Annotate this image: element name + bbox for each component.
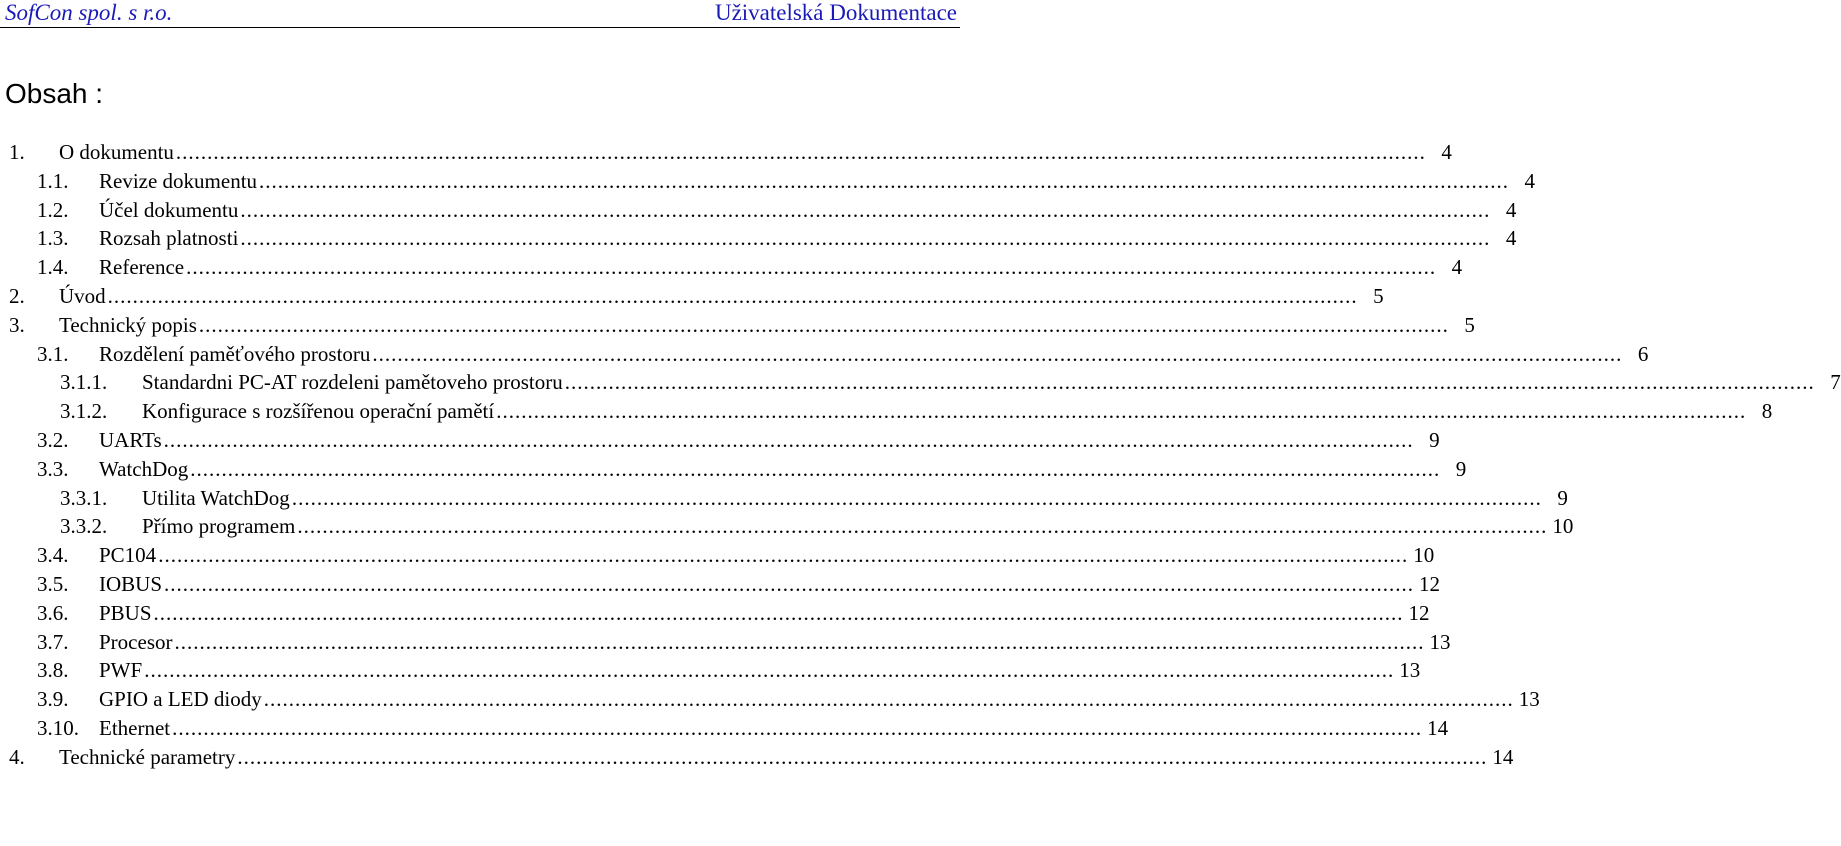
toc-entry[interactable]	[60, 397, 1773, 425]
toc-dot-leader: ........................................................................................................................................................................................................	[496, 399, 1747, 423]
toc-entry[interactable]	[37, 541, 1435, 569]
toc-dot-leader: ........................................................................................................................................................................................................	[107, 284, 1358, 308]
toc-dot-leader: ........................................................................................................................................................................................................	[158, 543, 1409, 567]
toc-entry[interactable]	[37, 599, 1430, 627]
toc-entry-title: Ethernet	[99, 716, 171, 740]
toc-dot-leader: ........................................................................................................................................................................................................	[263, 687, 1514, 711]
toc-entry[interactable]	[9, 311, 1475, 339]
toc-entry-number: 3.	[9, 313, 25, 337]
toc-entry-number: 3.1.1.	[60, 370, 108, 394]
toc-entry-page: 4	[1524, 169, 1536, 193]
toc-entry-page: 8	[1761, 399, 1773, 423]
toc-dot-leader: ........................................................................................................................................................................................................	[175, 140, 1426, 164]
toc-entry[interactable]	[9, 743, 1514, 771]
toc-entry-number: 1.4.	[37, 255, 69, 279]
toc-entry-page: 13	[1518, 687, 1540, 711]
document-title: Uživatelská Dokumentace	[714, 0, 957, 25]
toc-entry-number: 3.3.	[37, 457, 69, 481]
toc-entry-number: 3.7.	[37, 630, 69, 654]
toc-entry-page: 4	[1505, 226, 1517, 250]
toc-entry[interactable]	[37, 656, 1421, 684]
toc-entry[interactable]	[9, 282, 1384, 310]
toc-entry-page: 4	[1505, 198, 1517, 222]
toc-entry[interactable]	[37, 426, 1440, 454]
toc-entry-number: 3.4.	[37, 543, 69, 567]
toc-dot-leader: ........................................................................................................................................................................................................	[186, 255, 1437, 279]
toc-entry-page: 14	[1427, 716, 1449, 740]
toc-entry-number: 3.5.	[37, 572, 69, 596]
toc-entry-title: IOBUS	[99, 572, 163, 596]
toc-entry[interactable]	[37, 224, 1517, 252]
toc-entry-title: PBUS	[99, 601, 152, 625]
toc-entry-number: 3.3.2.	[60, 514, 108, 538]
toc-entry-title: Technický popis	[59, 313, 197, 337]
toc-entry-title: Účel dokumentu	[99, 198, 239, 222]
toc-entry-page: 13	[1429, 630, 1451, 654]
toc-dot-leader: ........................................................................................................................................................................................................	[297, 514, 1548, 538]
toc-entry-page: 9	[1429, 428, 1440, 452]
toc-entry[interactable]	[37, 167, 1536, 195]
toc-entry[interactable]	[37, 570, 1441, 598]
toc-entry-title: O dokumentu	[59, 140, 174, 164]
toc-entry-page: 7	[1830, 370, 1841, 394]
toc-entry-number: 3.3.1.	[60, 486, 108, 510]
toc-entry-number: 3.2.	[37, 428, 69, 452]
toc-entry-number: 3.8.	[37, 658, 69, 682]
toc-entry-page: 9	[1455, 457, 1467, 481]
toc-entry-page: 10	[1413, 543, 1435, 567]
toc-dot-leader: ........................................................................................................................................................................................................	[190, 457, 1441, 481]
toc-entry-number: 2.	[9, 284, 25, 308]
toc-entry-title: Technické parametry	[59, 745, 236, 769]
toc-dot-leader: ........................................................................................................................................................................................................	[198, 313, 1449, 337]
toc-entry-title: GPIO a LED diody	[99, 687, 262, 711]
toc-entry-page: 12	[1408, 601, 1430, 625]
toc-dot-leader: ........................................................................................................................................................................................................	[164, 572, 1415, 596]
toc-entry[interactable]	[37, 685, 1540, 713]
toc-entry-number: 1.	[9, 140, 25, 164]
toc-entry[interactable]	[37, 455, 1467, 483]
toc-entry[interactable]	[37, 714, 1449, 742]
toc-entry-page: 14	[1492, 745, 1514, 769]
toc-entry-number: 4.	[9, 745, 25, 769]
toc-entry-title: Rozdělení paměťového prostoru	[99, 342, 371, 366]
toc-entry-page: 10	[1552, 514, 1574, 538]
toc-entry-page: 12	[1419, 572, 1441, 596]
toc-entry-title: Rozsah platnosti	[99, 226, 239, 250]
toc-entry-page: 9	[1557, 486, 1568, 510]
toc-entry[interactable]	[37, 196, 1517, 224]
toc-entry-number: 3.1.2.	[60, 399, 108, 423]
toc-entry-title: Revize dokumentu	[99, 169, 258, 193]
toc-dot-leader: ........................................................................................................................................................................................................	[372, 342, 1623, 366]
toc-entry-page: 4	[1441, 140, 1452, 164]
toc-heading: Obsah :	[5, 78, 104, 109]
toc-entry[interactable]	[60, 368, 1841, 396]
toc-entry[interactable]	[60, 512, 1574, 540]
toc-dot-leader: ........................................................................................................................................................................................................	[174, 630, 1425, 654]
toc-entry-page: 4	[1451, 255, 1463, 279]
toc-entry-number: 3.9.	[37, 687, 69, 711]
toc-entry-number: 3.10.	[37, 716, 79, 740]
company-name: SofCon spol. s r.o.	[5, 0, 173, 25]
toc-entry-title: Reference	[99, 255, 185, 279]
toc-entry-title: PC104	[99, 543, 157, 567]
header-divider	[0, 27, 960, 28]
toc-entry-number: 3.6.	[37, 601, 69, 625]
toc-dot-leader: ........................................................................................................................................................................................................	[240, 198, 1491, 222]
toc-dot-leader: ........................................................................................................................................................................................................	[240, 226, 1491, 250]
page-header	[0, 0, 960, 29]
toc-dot-leader: ........................................................................................................................................................................................................	[153, 601, 1404, 625]
toc-entry-title: UARTs	[99, 428, 162, 452]
toc-dot-leader: ........................................................................................................................................................................................................	[144, 658, 1395, 682]
toc-entry[interactable]	[9, 138, 1452, 166]
toc-entry-title: PWF	[99, 658, 143, 682]
toc-entry-title: Standardni PC-AT rozdeleni pamětoveho prostoru	[142, 370, 563, 394]
toc-entry-number: 1.3.	[37, 226, 69, 250]
toc-dot-leader: ........................................................................................................................................................................................................	[237, 745, 1488, 769]
toc-entry-title: Utilita WatchDog	[142, 486, 290, 510]
toc-dot-leader: ........................................................................................................................................................................................................	[172, 716, 1423, 740]
toc-entry-title: Procesor	[99, 630, 173, 654]
toc-entry-title: Přímo programem	[142, 514, 296, 538]
toc-entry-number: 1.1.	[37, 169, 69, 193]
toc-entry-page: 13	[1399, 658, 1421, 682]
toc-entry-page: 5	[1464, 313, 1475, 337]
toc-entry-number: 1.2.	[37, 198, 69, 222]
toc-entry[interactable]	[60, 484, 1568, 512]
toc-entry-title: Úvod	[59, 284, 106, 308]
toc-dot-leader: ........................................................................................................................................................................................................	[259, 169, 1510, 193]
toc-entry[interactable]	[37, 628, 1451, 656]
toc-dot-leader: ........................................................................................................................................................................................................	[163, 428, 1414, 452]
toc-entry-number: 3.1.	[37, 342, 69, 366]
toc-entry[interactable]	[37, 340, 1649, 368]
toc-entry-title: Konfigurace s rozšířenou operační pamětí	[142, 399, 495, 423]
toc-entry-title: WatchDog	[99, 457, 189, 481]
toc-entry[interactable]	[37, 253, 1463, 281]
toc-entry-page: 6	[1637, 342, 1649, 366]
toc-entry-page: 5	[1373, 284, 1384, 308]
toc-dot-leader: ........................................................................................................................................................................................................	[291, 486, 1542, 510]
toc-dot-leader: ........................................................................................................................................................................................................	[564, 370, 1815, 394]
